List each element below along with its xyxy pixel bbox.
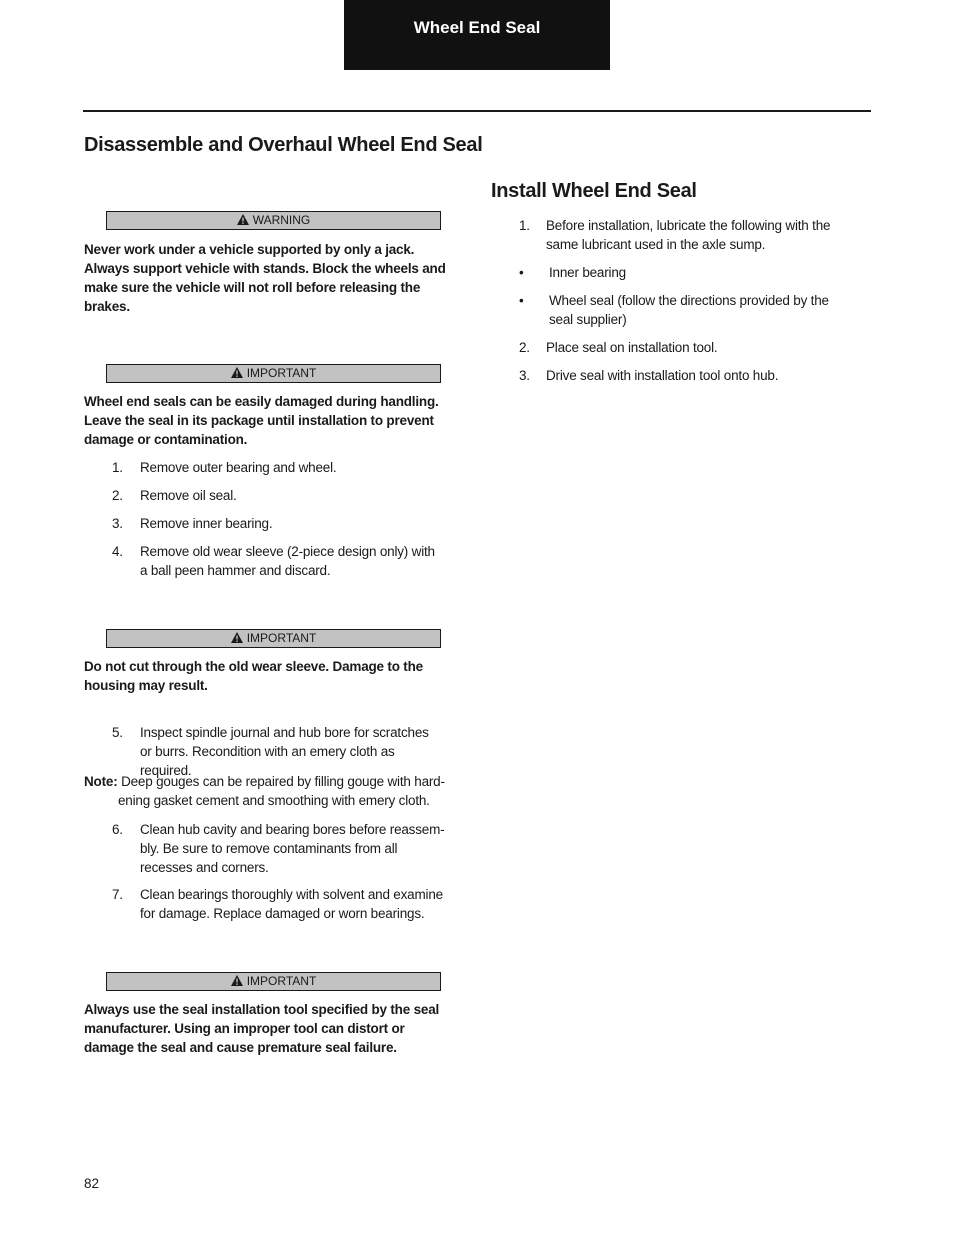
step-text: Drive seal with installation tool onto hub. <box>546 368 779 383</box>
important-text: Wheel end seals can be easily damaged during handling. Leave the seal in its package until installation to prevent damage or contamination. <box>84 394 439 447</box>
step-text: Clean bearings thoroughly with solvent and examine for damage. Replace damaged or worn bearings. <box>140 887 443 921</box>
warning-label: WARNING <box>252 213 311 227</box>
note-text-line2: ening gasket cement and smoothing with emery cloth. <box>118 793 430 808</box>
step-text: Before installation, lubricate the following with the same lubricant used in the axle sump. <box>546 218 831 252</box>
step-number: 1. <box>519 218 530 233</box>
important-text: Always use the seal installation tool specified by the seal manufacturer. Using an improper tool can distort or damage the seal and cause premature seal failure. <box>84 1002 440 1055</box>
warning-triangle-icon <box>231 975 243 986</box>
step-number: 3. <box>519 368 530 383</box>
step-number: 2. <box>112 488 123 503</box>
page-number: 82 <box>84 1176 100 1191</box>
important-label: IMPORTANT <box>246 974 317 988</box>
bullet-icon: • <box>519 265 524 280</box>
warning-triangle-icon <box>237 214 249 225</box>
bullet-icon: • <box>519 293 524 308</box>
bullet-text: Wheel seal (follow the directions provided by the seal supplier) <box>549 293 829 327</box>
section-title: Disassemble and Overhaul Wheel End Seal <box>84 134 483 156</box>
step-number: 6. <box>112 822 123 837</box>
step-text: Inspect spindle journal and hub bore for scratches or burrs. Recondition with an emery cloth as required. <box>140 725 429 778</box>
warning-text: Never work under a vehicle supported by only a jack. Always support vehicle with stands. Block the wheels and make sure the vehicle will not roll before releasing the brakes. <box>84 242 446 314</box>
step-number: 4. <box>112 544 123 559</box>
note-text-line1: Deep gouges can be repaired by filling gouge with hard- <box>121 774 445 789</box>
install-section-title: Install Wheel End Seal <box>491 180 697 202</box>
step-text: Remove outer bearing and wheel. <box>140 460 337 475</box>
warning-triangle-icon <box>231 367 243 378</box>
important-text: Do not cut through the old wear sleeve. Damage to the housing may result. <box>84 659 423 693</box>
note <box>84 772 449 810</box>
step-number: 1. <box>112 460 123 475</box>
important-label: IMPORTANT <box>246 631 317 645</box>
note-label: Note: <box>84 774 118 789</box>
header-rule <box>83 110 871 112</box>
important-banner <box>106 972 441 991</box>
important-label: IMPORTANT <box>246 366 317 380</box>
warning-triangle-icon <box>231 632 243 643</box>
step-text: Remove oil seal. <box>140 488 237 503</box>
important-banner <box>106 364 441 383</box>
step-text: Remove inner bearing. <box>140 516 273 531</box>
step-text: Place seal on installation tool. <box>546 340 718 355</box>
header-tab: Wheel End Seal <box>344 0 610 70</box>
step-text: Remove old wear sleeve (2-piece design only) with a ball peen hammer and discard. <box>140 544 435 578</box>
step-text: Clean hub cavity and bearing bores before reassem-bly. Be sure to remove contaminants from all recesses and corners. <box>140 822 445 875</box>
step-number: 5. <box>112 725 123 740</box>
bullet-text: Inner bearing <box>549 265 626 280</box>
step-number: 3. <box>112 516 123 531</box>
step-number: 7. <box>112 887 123 902</box>
step-number: 2. <box>519 340 530 355</box>
important-banner <box>106 629 441 648</box>
warning-banner <box>106 211 441 230</box>
